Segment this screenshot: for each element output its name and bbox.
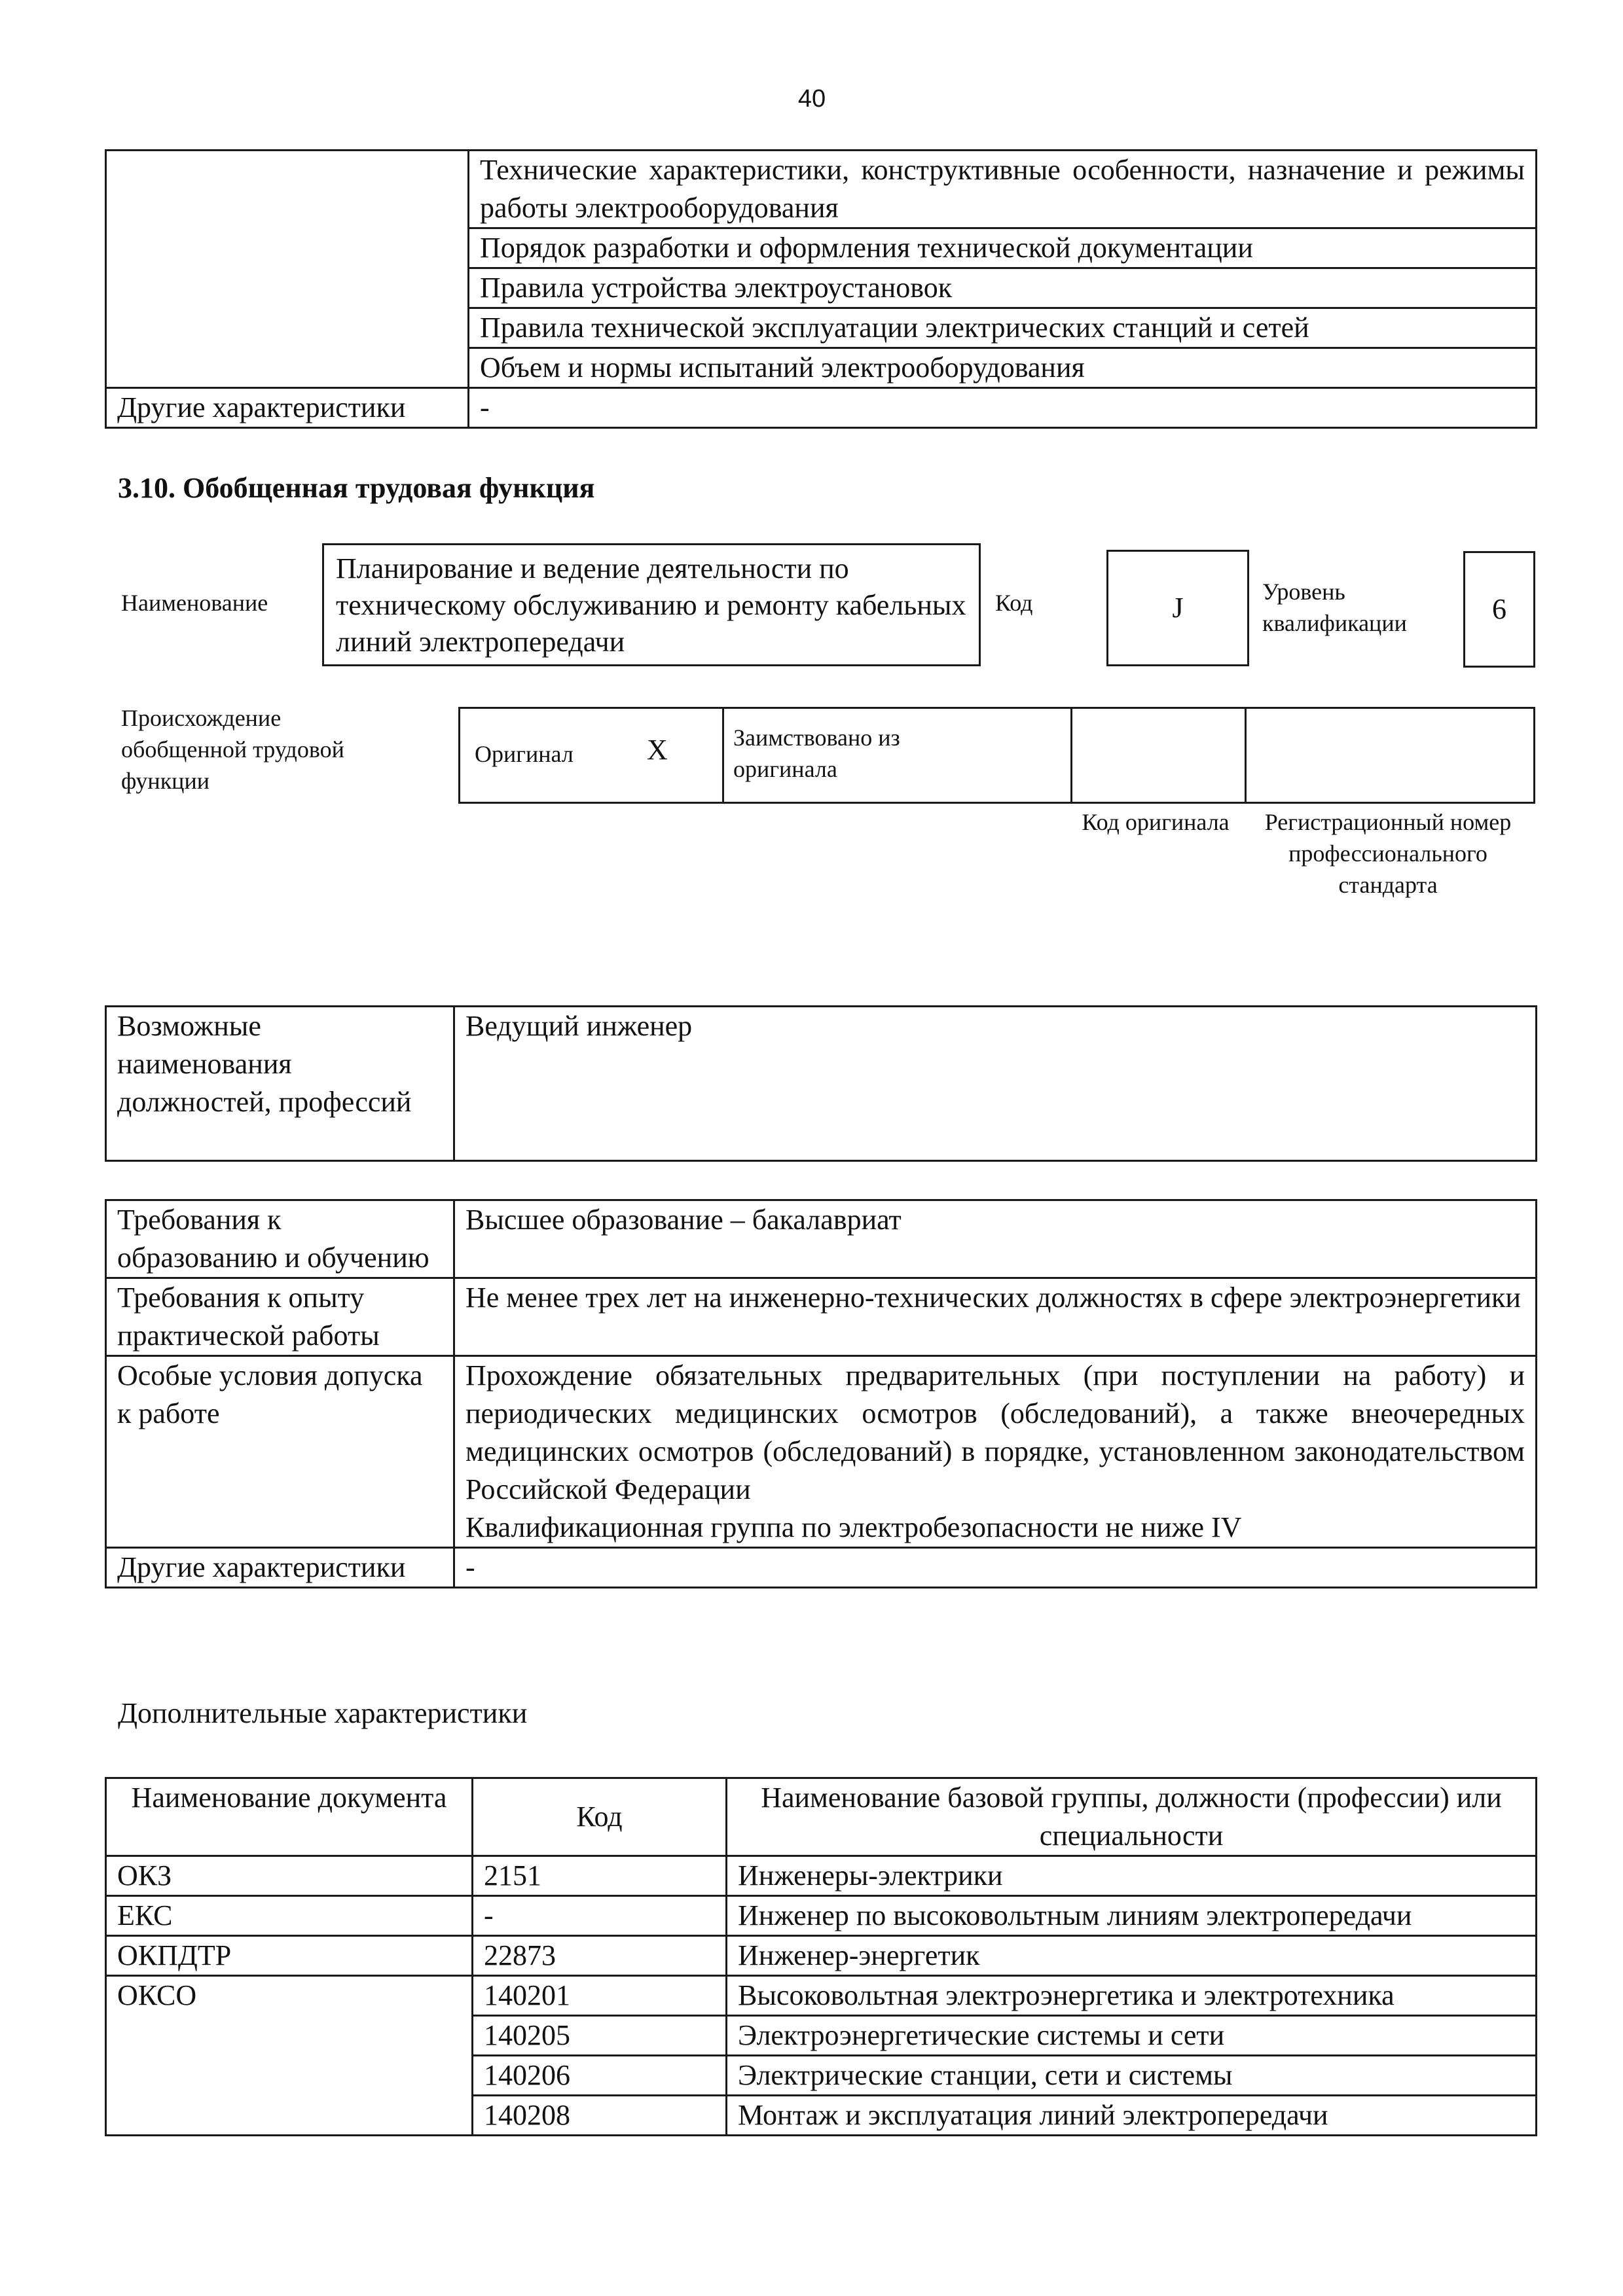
header-name: Наименование базовой группы, должности (профессии) или специальности [727,1778,1537,1856]
other-value: - [454,1548,1537,1588]
table-row [106,388,1537,428]
origin-divider-1 [722,709,724,802]
header-code: Код [473,1778,727,1856]
section-title: 3.10. Обобщенная трудовая функция [118,472,595,504]
positions-value: Ведущий инженер [454,1007,1537,1161]
doc-cell: ОКПДТР [106,1936,473,1976]
original-label: Оригинал [475,741,574,767]
header-document: Наименование документа [106,1778,473,1856]
knowledge-item: Правила устройства электроустановок [469,268,1537,308]
borrowed-label: Заимствовано из оригинала [733,725,900,782]
code-cell: 140206 [473,2056,727,2096]
code-cell: 2151 [473,1856,727,1896]
name-cell: Высоковольтная электроэнергетика и электротехника [727,1976,1537,2016]
experience-value: Не менее трех лет на инженерно-технических должностях в сфере электроэнергетики [454,1278,1537,1356]
additional-title: Дополнительные характеристики [118,1697,528,1729]
function-name-value: Планирование и ведение деятельности по техническому обслуживанию и ремонту кабельных линий электропередачи [336,552,966,658]
code-cell: 22873 [473,1936,727,1976]
page-number: 40 [797,85,826,113]
doc-cell: ОКЗ [106,1856,473,1896]
knowledge-item: Технические характеристики, конструктивные особенности, назначение и режимы работы электрооборудования [469,151,1537,228]
admission-label: Особые условия допуска к работе [106,1356,454,1548]
table-row [106,1007,1537,1161]
knowledge-item: Объем и нормы испытаний электрооборудования [469,348,1537,388]
level-box [1463,551,1535,668]
name-cell: Электрические станции, сети и системы [727,2056,1537,2096]
other-characteristics-value: - [469,388,1537,428]
code-label: Код [995,590,1033,616]
code-value: J [1172,592,1184,624]
experience-label: Требования к опыту практической работы [106,1278,454,1356]
table-row [106,1278,1537,1356]
doc-cell: ЕКС [106,1896,473,1936]
requirements-table [105,1199,1537,1588]
table-row [106,1356,1537,1548]
code-cell: 140205 [473,2016,727,2056]
name-cell: Инженер-энергетик [727,1936,1537,1976]
admission-value [454,1356,1537,1548]
name-cell: Электроэнергетические системы и сети [727,2016,1537,2056]
doc-cell: ОКСО [106,1976,473,2136]
code-original-caption: Код оригинала [1082,809,1230,835]
name-cell: Монтаж и эксплуатация линий электропередачи [727,2096,1537,2136]
code-box [1106,550,1249,666]
name-label: Наименование [121,590,268,616]
knowledge-item: Порядок разработки и оформления технической документации [469,228,1537,268]
admission-medical-text: Прохождение обязательных предварительных (при поступлении на работу) и периодических медицинских осмотров (обследований), а также внеочередных медицинских осмотров (обследований) в порядке, установленном законодательством Российской Федерации [465,1359,1525,1505]
name-cell: Инженер по высоковольтным линиям электропередачи [727,1896,1537,1936]
level-label: Уровень квалификации [1262,579,1407,636]
code-cell: 140201 [473,1976,727,2016]
table-header-row [106,1778,1537,1856]
origin-label: Происхождение обобщенной трудовой функции [121,705,344,794]
empty-label-cell [106,151,469,388]
code-cell: 140208 [473,2096,727,2136]
table-row [106,1896,1537,1936]
table-row [106,1548,1537,1588]
top-characteristics-table [105,149,1537,429]
level-value: 6 [1492,593,1506,625]
table-row [106,151,1537,228]
other-label: Другие характеристики [106,1548,454,1588]
admission-safety-group-text: Квалификационная группа по электробезопасности не ниже IV [465,1511,1242,1543]
table-row [106,1856,1537,1896]
table-row [106,1200,1537,1278]
function-name-box [322,543,981,666]
table-row [106,1976,1537,2016]
name-cell: Инженеры-электрики [727,1856,1537,1896]
positions-label: Возможные наименования должностей, профессий [106,1007,454,1161]
origin-divider-2 [1070,709,1072,802]
additional-table [105,1777,1537,2136]
code-cell: - [473,1896,727,1936]
other-characteristics-label: Другие характеристики [106,388,469,428]
original-mark: X [647,734,668,766]
origin-box [458,707,1535,804]
positions-table [105,1005,1537,1162]
knowledge-item: Правила технической эксплуатации электрических станций и сетей [469,308,1537,348]
table-row [106,1936,1537,1976]
origin-divider-3 [1245,709,1247,802]
education-label: Требования к образованию и обучению [106,1200,454,1278]
education-value: Высшее образование – бакалавриат [454,1200,1537,1278]
registration-number-caption: Регистрационный номер профессионального стандарта [1264,809,1512,898]
